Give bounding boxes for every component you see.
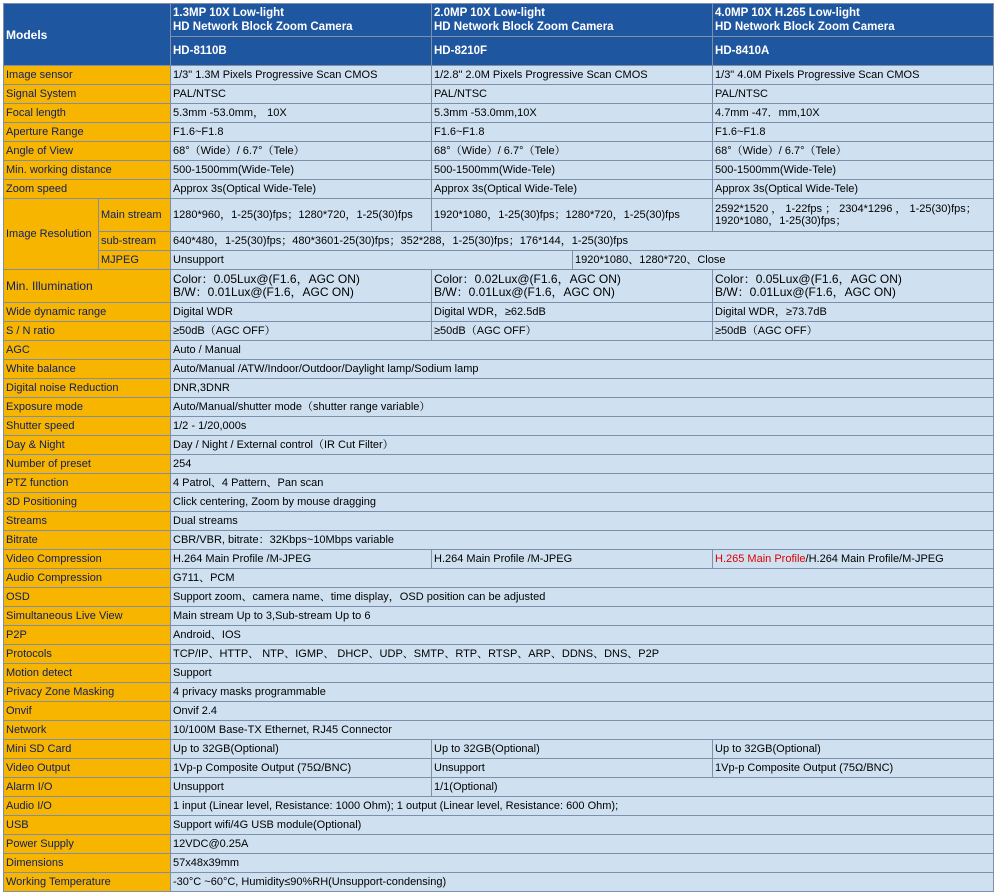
table-row xyxy=(4,816,994,835)
table-row xyxy=(4,379,994,398)
row-label: Streams xyxy=(4,512,171,531)
cell-value: 1/3" 4.0M Pixels Progressive Scan CMOS xyxy=(713,66,994,85)
table-row xyxy=(4,835,994,854)
cell-value: 640*480，1-25(30)fps；480*3601-25(30)fps；352*288，1-25(30)fps；176*144，1-25(30)fps xyxy=(171,232,994,251)
cell-value: 254 xyxy=(171,455,994,474)
table-row xyxy=(4,778,994,797)
cell-value: 1/2 - 1/20,000s xyxy=(171,417,994,436)
cell-value: Approx 3s(Optical Wide-Tele) xyxy=(171,180,432,199)
models-label: Models xyxy=(4,4,171,66)
table-row xyxy=(4,645,994,664)
cell-value: Up to 32GB(Optional) xyxy=(171,740,432,759)
cell-line: Color：0.05Lux@(F1.6，AGC ON) xyxy=(173,272,360,286)
cell-value: Main stream Up to 3,Sub-stream Up to 6 xyxy=(171,607,994,626)
cell-value: 1920*1080、1280*720、Close xyxy=(573,251,994,270)
cell-text: /H.264 Main Profile/M-JPEG xyxy=(805,553,944,565)
table-row xyxy=(4,341,994,360)
table-row xyxy=(4,797,994,816)
cell-value: Digital WDR，≥62.5dB xyxy=(432,303,713,322)
row-label: Shutter speed xyxy=(4,417,171,436)
table-row xyxy=(4,474,994,493)
cell-value: 4 Patrol、4 Pattern、Pan scan xyxy=(171,474,994,493)
model1-title-line1: 1.3MP 10X Low-light xyxy=(173,7,284,19)
cell-value: CBR/VBR, bitrate：32Kbps~10Mbps variable xyxy=(171,531,994,550)
row-label: Audio Compression xyxy=(4,569,171,588)
sub-label: Main stream xyxy=(99,199,171,232)
table-row xyxy=(4,607,994,626)
sub-label: sub-stream xyxy=(99,232,171,251)
table-row xyxy=(4,759,994,778)
row-label: White balance xyxy=(4,360,171,379)
table-row xyxy=(4,251,994,270)
cell-value: Click centering, Zoom by mouse dragging xyxy=(171,493,994,512)
row-label: Min. working distance xyxy=(4,161,171,180)
cell-value: Up to 32GB(Optional) xyxy=(713,740,994,759)
row-label: Signal System xyxy=(4,85,171,104)
cell-value: 500-1500mm(Wide-Tele) xyxy=(171,161,432,180)
cell-value: PAL/NTSC xyxy=(713,85,994,104)
cell-value: 500-1500mm(Wide-Tele) xyxy=(713,161,994,180)
cell-line: Color：0.05Lux@(F1.6，AGC ON) xyxy=(715,272,902,286)
table-row xyxy=(4,721,994,740)
spec-table xyxy=(3,3,994,892)
cell-value: 68°（Wide）/ 6.7°（Tele） xyxy=(432,142,713,161)
cell-value: G711、PCM xyxy=(171,569,994,588)
cell-line: 2592*1520 ， 1-22fps ； 2304*1296 ， 1-25(30)fps； xyxy=(715,203,977,215)
cell-value: Approx 3s(Optical Wide-Tele) xyxy=(432,180,713,199)
cell-value: Support zoom、camera name、time display，OSD position can be adjusted xyxy=(171,588,994,607)
row-label: Wide dynamic range xyxy=(4,303,171,322)
row-label: Onvif xyxy=(4,702,171,721)
cell-value: Unsupport xyxy=(171,251,573,270)
cell-value: Onvif 2.4 xyxy=(171,702,994,721)
cell-value: Android、IOS xyxy=(171,626,994,645)
table-row xyxy=(4,180,994,199)
row-label: Aperture Range xyxy=(4,123,171,142)
table-row xyxy=(4,66,994,85)
model2-title-line2: HD Network Block Zoom Camera xyxy=(434,21,614,33)
sub-label: MJPEG xyxy=(99,251,171,270)
row-label: Alarm I/O xyxy=(4,778,171,797)
cell-value xyxy=(171,270,432,303)
row-label: Video Compression xyxy=(4,550,171,569)
cell-value: PAL/NTSC xyxy=(432,85,713,104)
model1-title-line2: HD Network Block Zoom Camera xyxy=(173,21,353,33)
row-label: OSD xyxy=(4,588,171,607)
table-row xyxy=(4,873,994,892)
cell-value: 68°（Wide）/ 6.7°（Tele） xyxy=(171,142,432,161)
cell-value: PAL/NTSC xyxy=(171,85,432,104)
table-row xyxy=(4,493,994,512)
cell-value: DNR,3DNR xyxy=(171,379,994,398)
cell-value xyxy=(713,270,994,303)
cell-value: 4 privacy masks programmable xyxy=(171,683,994,702)
row-label: Image Resolution xyxy=(4,199,99,270)
row-label: Dimensions xyxy=(4,854,171,873)
row-label: Focal length xyxy=(4,104,171,123)
cell-value: -30°C ~60°C, Humidity≤90%RH(Unsupport-condensing) xyxy=(171,873,994,892)
model3-title-line1: 4.0MP 10X H.265 Low-light xyxy=(715,7,860,19)
cell-value: 1Vp-p Composite Output (75Ω/BNC) xyxy=(171,759,432,778)
cell-value: Auto/Manual/shutter mode（shutter range variable） xyxy=(171,398,994,417)
table-row xyxy=(4,740,994,759)
cell-value: H.264 Main Profile /M-JPEG xyxy=(171,550,432,569)
table-row xyxy=(4,303,994,322)
cell-value: 1Vp-p Composite Output (75Ω/BNC) xyxy=(713,759,994,778)
table-row xyxy=(4,512,994,531)
highlight-text: H.265 Main Profile xyxy=(715,553,806,565)
table-row xyxy=(4,270,994,303)
row-label: 3D Positioning xyxy=(4,493,171,512)
cell-value: Approx 3s(Optical Wide-Tele) xyxy=(713,180,994,199)
row-label: Privacy Zone Masking xyxy=(4,683,171,702)
table-row xyxy=(4,683,994,702)
cell-line: B/W：0.01Lux@(F1.6，AGC ON) xyxy=(715,285,896,299)
table-row xyxy=(4,322,994,341)
model2-name: HD-8210F xyxy=(432,37,713,66)
cell-value: ≥50dB（AGC OFF） xyxy=(713,322,994,341)
row-label: Angle of View xyxy=(4,142,171,161)
model1-name: HD-8110B xyxy=(171,37,432,66)
cell-value: 4.7mm -47．mm,10X xyxy=(713,104,994,123)
model3-title xyxy=(713,4,994,37)
row-label: Simultaneous Live View xyxy=(4,607,171,626)
cell-line: B/W：0.01Lux@(F1.6，AGC ON) xyxy=(434,285,615,299)
cell-value: Up to 32GB(Optional) xyxy=(432,740,713,759)
row-label: Network xyxy=(4,721,171,740)
cell-value: ≥50dB（AGC OFF） xyxy=(171,322,432,341)
model1-title xyxy=(171,4,432,37)
table-row xyxy=(4,550,994,569)
cell-line: 1920*1080，1-25(30)fps； xyxy=(715,215,847,227)
table-row xyxy=(4,104,994,123)
table-row xyxy=(4,199,994,232)
model2-title-line1: 2.0MP 10X Low-light xyxy=(434,7,545,19)
table-row xyxy=(4,664,994,683)
cell-value: F1.6~F1.8 xyxy=(713,123,994,142)
cell-value: ≥50dB（AGC OFF） xyxy=(432,322,713,341)
cell-value: 1/2.8" 2.0M Pixels Progressive Scan CMOS xyxy=(432,66,713,85)
cell-line: B/W：0.01Lux@(F1.6，AGC ON) xyxy=(173,285,354,299)
cell-value: F1.6~F1.8 xyxy=(432,123,713,142)
header-row xyxy=(4,4,994,37)
cell-value: Unsupport xyxy=(432,759,713,778)
row-label: Mini SD Card xyxy=(4,740,171,759)
table-row xyxy=(4,436,994,455)
row-label: Digital noise Reduction xyxy=(4,379,171,398)
table-row xyxy=(4,626,994,645)
cell-value: 1/3" 1.3M Pixels Progressive Scan CMOS xyxy=(171,66,432,85)
cell-value: Auto/Manual /ATW/Indoor/Outdoor/Daylight lamp/Sodium lamp xyxy=(171,360,994,379)
cell-value xyxy=(713,550,994,569)
table-row xyxy=(4,85,994,104)
row-label: USB xyxy=(4,816,171,835)
row-label: Number of preset xyxy=(4,455,171,474)
row-label: Motion detect xyxy=(4,664,171,683)
model2-title xyxy=(432,4,713,37)
cell-value: Digital WDR，≥73.7dB xyxy=(713,303,994,322)
cell-value: 1/1(Optional) xyxy=(432,778,994,797)
row-label: Zoom speed xyxy=(4,180,171,199)
row-label: AGC xyxy=(4,341,171,360)
row-label: Working Temperature xyxy=(4,873,171,892)
table-row xyxy=(4,531,994,550)
cell-value: 1920*1080，1-25(30)fps；1280*720，1-25(30)fps xyxy=(432,199,713,232)
cell-value: 10/100M Base-TX Ethernet, RJ45 Connector xyxy=(171,721,994,740)
cell-line: Color：0.02Lux@(F1.6，AGC ON) xyxy=(434,272,621,286)
row-label: Min. Illumination xyxy=(4,270,171,303)
row-label: PTZ function xyxy=(4,474,171,493)
cell-value: Digital WDR xyxy=(171,303,432,322)
cell-value: 1280*960，1-25(30)fps；1280*720，1-25(30)fps xyxy=(171,199,432,232)
row-label: P2P xyxy=(4,626,171,645)
cell-value: 1 input (Linear level, Resistance: 1000 Ohm); 1 output (Linear level, Resistance: 600 Ohm); xyxy=(171,797,994,816)
row-label: Bitrate xyxy=(4,531,171,550)
row-label: Day & Night xyxy=(4,436,171,455)
cell-value: F1.6~F1.8 xyxy=(171,123,432,142)
model3-title-line2: HD Network Block Zoom Camera xyxy=(715,21,895,33)
cell-value: Unsupport xyxy=(171,778,432,797)
row-label: Image sensor xyxy=(4,66,171,85)
cell-value: 5.3mm -53.0mm,10X xyxy=(432,104,713,123)
table-row xyxy=(4,455,994,474)
table-row xyxy=(4,123,994,142)
cell-value: Dual streams xyxy=(171,512,994,531)
cell-value: Support wifi/4G USB module(Optional) xyxy=(171,816,994,835)
row-label: S / N ratio xyxy=(4,322,171,341)
cell-value: 12VDC@0.25A xyxy=(171,835,994,854)
cell-value: Auto / Manual xyxy=(171,341,994,360)
table-row xyxy=(4,569,994,588)
table-row xyxy=(4,398,994,417)
cell-value: TCP/IP、HTTP、 NTP、IGMP、 DHCP、UDP、SMTP、RTP、RTSP、ARP、DDNS、DNS、P2P xyxy=(171,645,994,664)
cell-value: Day / Night / External control（IR Cut Filter） xyxy=(171,436,994,455)
table-row xyxy=(4,588,994,607)
table-row xyxy=(4,417,994,436)
row-label: Audio I/O xyxy=(4,797,171,816)
table-row xyxy=(4,360,994,379)
table-row xyxy=(4,161,994,180)
cell-value: Support xyxy=(171,664,994,683)
cell-value xyxy=(713,199,994,232)
cell-value: 57x48x39mm xyxy=(171,854,994,873)
row-label: Video Output xyxy=(4,759,171,778)
table-row xyxy=(4,854,994,873)
cell-value: 500-1500mm(Wide-Tele) xyxy=(432,161,713,180)
cell-value: 5.3mm -53.0mm， 10X xyxy=(171,104,432,123)
table-row xyxy=(4,702,994,721)
row-label: Power Supply xyxy=(4,835,171,854)
model3-name: HD-8410A xyxy=(713,37,994,66)
cell-value: H.264 Main Profile /M-JPEG xyxy=(432,550,713,569)
cell-value xyxy=(432,270,713,303)
table-row xyxy=(4,232,994,251)
row-label: Protocols xyxy=(4,645,171,664)
row-label: Exposure mode xyxy=(4,398,171,417)
cell-value: 68°（Wide）/ 6.7°（Tele） xyxy=(713,142,994,161)
table-row xyxy=(4,142,994,161)
